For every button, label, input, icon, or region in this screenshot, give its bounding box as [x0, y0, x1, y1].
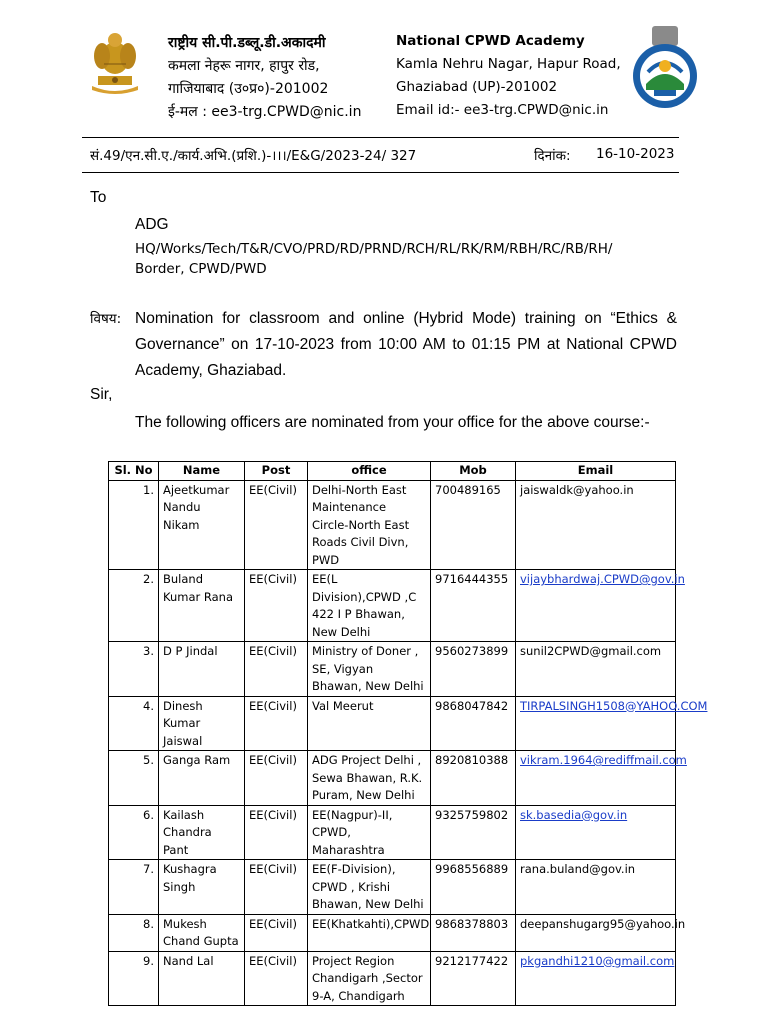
- serial-number-cell: 6.: [109, 805, 159, 860]
- mobile-cell: 9868378803: [431, 914, 516, 951]
- officer-name-cell: Dinesh Kumar Jaiswal: [159, 696, 245, 751]
- english-email-line: Email id:- ee3-trg.CPWD@nic.in: [396, 102, 609, 118]
- english-address-line: Ghaziabad (UP)-201002: [396, 79, 558, 95]
- post-cell: EE(Civil): [245, 480, 308, 570]
- addressee-line: Border, CPWD/PWD: [135, 261, 267, 277]
- english-academy-title: National CPWD Academy: [396, 33, 585, 49]
- office-cell: Project Region Chandigarh ,Sector 9-A, Chandigarh: [308, 951, 431, 1006]
- post-cell: EE(Civil): [245, 951, 308, 1006]
- header-rule-bottom: [82, 172, 679, 173]
- office-cell: EE(F-Division), CPWD , Krishi Bhawan, New Delhi: [308, 860, 431, 915]
- subject-text: Nomination for classroom and online (Hybrid Mode) training on “Ethics & Governance” on 17-10-2023 from 10:00 AM to 01:15 PM at National CPWD Academy, Ghaziabad.: [135, 310, 677, 379]
- mobile-cell: 9868047842: [431, 696, 516, 751]
- mobile-cell: 9560273899: [431, 642, 516, 697]
- officer-name-cell: Ganga Ram: [159, 751, 245, 806]
- email-cell: [516, 805, 676, 860]
- column-header: office: [308, 462, 431, 481]
- column-header: Sl. No: [109, 462, 159, 481]
- office-cell: Ministry of Doner , SE, Vigyan Bhawan, New Delhi: [308, 642, 431, 697]
- email-cell: [516, 696, 708, 751]
- reference-number: सं.49/एन.सी.ए./कार्य.अभि.(प्रशि.)-।।।/E&G/2023-24/ 327: [90, 148, 417, 164]
- post-cell: EE(Civil): [245, 696, 308, 751]
- serial-number-cell: 2.: [109, 570, 159, 642]
- table-header-row: [109, 462, 676, 481]
- nominations-table: [108, 461, 708, 1006]
- table-row: [109, 914, 676, 951]
- column-header: Mob: [431, 462, 516, 481]
- office-cell: EE(Khatkahti),CPWD: [308, 914, 431, 951]
- email-link[interactable]: TIRPALSINGH1508@YAHOO.COM: [520, 698, 708, 713]
- cpwd-academy-logo-icon: [630, 24, 700, 112]
- english-address-block: [396, 30, 636, 122]
- email-link[interactable]: vikram.1964@rediffmail.com: [520, 753, 687, 767]
- email-cell: [516, 570, 685, 642]
- column-header: Name: [159, 462, 245, 481]
- hindi-address-block: [168, 32, 378, 124]
- mobile-cell: 9716444355: [431, 570, 516, 642]
- officer-name-cell: Nand Lal: [159, 951, 245, 1006]
- officer-name-cell: Ajeetkumar Nandu Nikam: [159, 480, 245, 570]
- officer-name-cell: Kailash Chandra Pant: [159, 805, 245, 860]
- post-cell: EE(Civil): [245, 751, 308, 806]
- table-row: [109, 570, 676, 642]
- table-row: [109, 860, 676, 915]
- hindi-address-line: गाजियाबाद (उ०प्र०)-201002: [168, 81, 329, 97]
- post-cell: EE(Civil): [245, 805, 308, 860]
- letter-date: 16-10-2023: [596, 146, 675, 162]
- email-cell: jaiswaldk@yahoo.in: [516, 480, 676, 570]
- mobile-cell: 9212177422: [431, 951, 516, 1006]
- office-cell: ADG Project Delhi , Sewa Bhawan, R.K. Puram, New Delhi: [308, 751, 431, 806]
- to-label: To: [90, 189, 107, 206]
- office-cell: EE(Nagpur)-II, CPWD, Maharashtra: [308, 805, 431, 860]
- email-cell: [516, 951, 676, 1006]
- post-cell: EE(Civil): [245, 860, 308, 915]
- addressee-line: HQ/Works/Tech/T&R/CVO/PRD/RD/PRND/RCH/RL/RK/RM/RBH/RC/RB/RH/: [135, 241, 613, 257]
- table-row: [109, 642, 676, 697]
- officer-name-cell: Mukesh Chand Gupta: [159, 914, 245, 951]
- post-cell: EE(Civil): [245, 570, 308, 642]
- addressee-name: ADG: [135, 216, 169, 233]
- email-cell: deepanshugarg95@yahoo.in: [516, 914, 676, 951]
- english-address-line: Kamla Nehru Nagar, Hapur Road,: [396, 56, 621, 72]
- officer-name-cell: D P Jindal: [159, 642, 245, 697]
- email-link[interactable]: pkgandhi1210@gmail.com: [520, 953, 675, 968]
- ashoka-emblem-icon: [84, 28, 146, 94]
- hindi-address-line: कमला नेहरू नागर, हापुर रोड,: [168, 58, 320, 74]
- mobile-cell: 700489165: [431, 480, 516, 570]
- email-link[interactable]: sk.basedia@gov.in: [520, 807, 628, 822]
- table-row: [109, 951, 676, 1006]
- table-row: [109, 805, 676, 860]
- subject-label: विषय:: [90, 311, 122, 327]
- serial-number-cell: 7.: [109, 860, 159, 915]
- office-cell: Delhi-North East Maintenance Circle-North East Roads Civil Divn, PWD: [308, 480, 431, 570]
- email-cell: [516, 751, 687, 806]
- serial-number-cell: 8.: [109, 914, 159, 951]
- officer-name-cell: Buland Kumar Rana: [159, 570, 245, 642]
- mobile-cell: 9325759802: [431, 805, 516, 860]
- serial-number-cell: 3.: [109, 642, 159, 697]
- table-row: [109, 480, 676, 570]
- table-row: [109, 696, 676, 751]
- table-row: [109, 751, 676, 806]
- serial-number-cell: 5.: [109, 751, 159, 806]
- header-rule-top: [82, 137, 679, 138]
- column-header: Email: [516, 462, 676, 481]
- column-header: Post: [245, 462, 308, 481]
- date-label: दिनांक:: [534, 148, 571, 164]
- serial-number-cell: 1.: [109, 480, 159, 570]
- body-paragraph: The following officers are nominated from your office for the above course:-: [135, 414, 650, 431]
- officer-name-cell: Kushagra Singh: [159, 860, 245, 915]
- post-cell: EE(Civil): [245, 914, 308, 951]
- serial-number-cell: 9.: [109, 951, 159, 1006]
- mobile-cell: 8920810388: [431, 751, 516, 806]
- mobile-cell: 9968556889: [431, 860, 516, 915]
- hindi-academy-title: राष्ट्रीय सी.पी.डब्लू.डी.अकादमी: [168, 35, 326, 51]
- salutation: Sir,: [90, 386, 113, 403]
- email-cell: sunil2CPWD@gmail.com: [516, 642, 676, 697]
- office-cell: Val Meerut: [308, 696, 431, 751]
- email-cell: rana.buland@gov.in: [516, 860, 676, 915]
- hindi-email-line: ई-मल : ee3-trg.CPWD@nic.in: [168, 104, 362, 120]
- office-cell: EE(L Division),CPWD ,C 422 I P Bhawan, New Delhi: [308, 570, 431, 642]
- email-link[interactable]: vijaybhardwaj.CPWD@gov.in: [520, 572, 685, 586]
- serial-number-cell: 4.: [109, 696, 159, 751]
- post-cell: EE(Civil): [245, 642, 308, 697]
